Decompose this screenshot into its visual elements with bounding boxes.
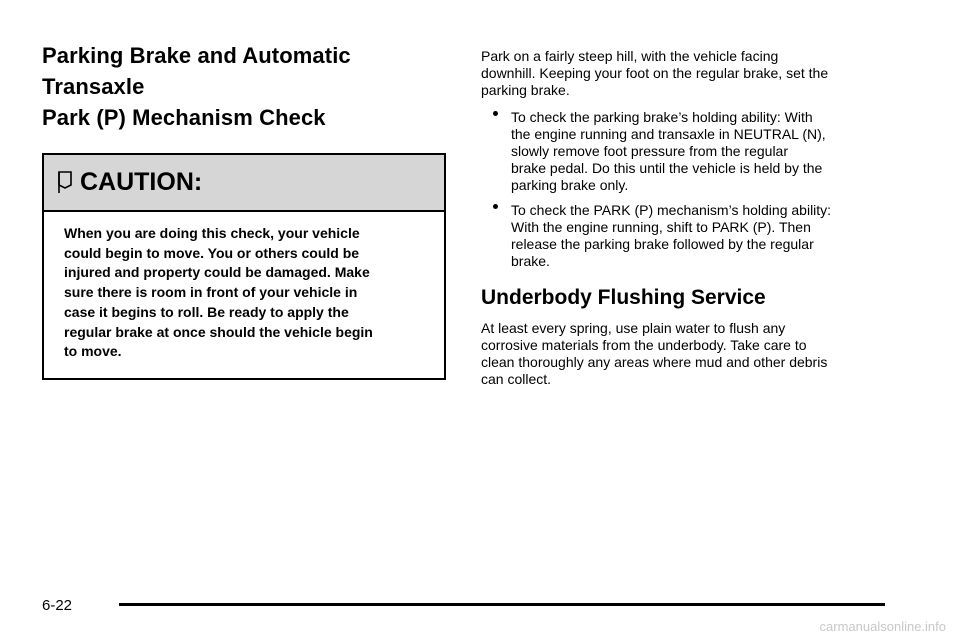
underbody-line: corrosive materials from the underbody. Take care to [481,337,807,353]
intro-line: downhill. Keeping your foot on the regular brake, set the [481,65,829,81]
list-item-line: slowly remove foot pressure from the regular [511,143,788,159]
page-number: 6-22 [42,597,73,614]
caution-line: case it begins to roll. Be ready to apply the [64,303,349,320]
section-title-line-1: Parking Brake and Automatic Transaxle [42,43,351,99]
left-column [42,40,448,380]
caution-line: could begin to move. You or others could be [64,244,360,261]
list-item-line: brake pedal. Do this until the vehicle is held by the [511,160,823,176]
underbody-paragraph [481,320,901,388]
list-item-line: With the engine running, shift to PARK (P). Then [511,219,811,235]
list-item-line: release the parking brake followed by the regular [511,236,814,252]
caution-title: CAUTION: [80,168,203,196]
list-item-line: the engine running and transaxle in NEUTRAL (N), [511,126,826,142]
check-list [481,109,901,270]
caution-line: sure there is room in front of your vehicle in [64,284,358,301]
watermark: carmanualsonline.info [819,619,946,634]
bullet-icon [493,204,498,209]
intro-paragraph [481,48,901,99]
intro-line: Park on a fairly steep hill, with the vehicle facing [481,48,779,64]
caution-line: to move. [64,343,122,360]
underbody-line: can collect. [481,371,552,387]
bullet-icon [493,111,498,116]
caution-header [44,155,444,212]
footer-rule [119,603,885,606]
list-item [481,202,901,270]
caution-box [42,153,446,380]
underbody-line: At least every spring, use plain water to flush any [481,320,786,336]
caution-line: When you are doing this check, your vehicle [64,225,360,241]
underbody-title: Underbody Flushing Service [481,286,766,309]
section-title-line-2: Park (P) Mechanism Check [42,105,326,130]
list-item-line: brake. [511,253,550,269]
right-column [481,48,901,388]
caution-flag-icon [56,170,74,194]
list-item-line: To check the PARK (P) mechanism’s holding ability: [511,202,832,218]
underbody-line: clean thoroughly any areas where mud and other debris [481,354,828,370]
intro-line: parking brake. [481,82,570,98]
caution-line: injured and property could be damaged. Make [64,264,370,281]
list-item [481,109,901,194]
list-item-line: parking brake only. [511,177,629,193]
list-item-line: To check the parking brake’s holding ability: With [511,109,813,125]
caution-text [44,212,444,378]
caution-line: regular brake at once should the vehicle begin [64,323,373,340]
section-title [42,40,448,133]
